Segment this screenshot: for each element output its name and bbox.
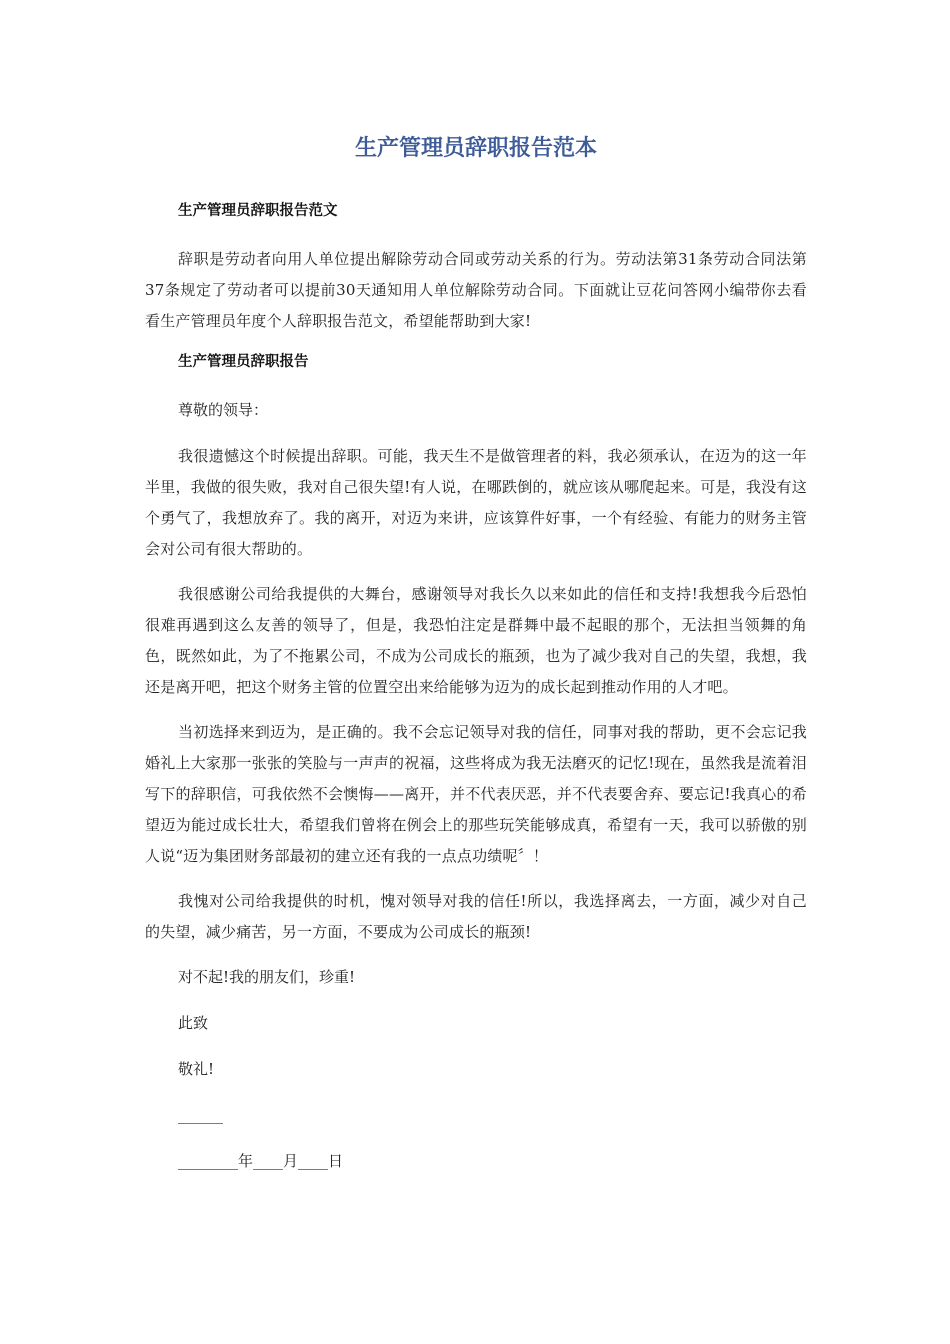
body-paragraph-2: 我很感谢公司给我提供的大舞台，感谢领导对我长久以来如此的信任和支持!我想我今后恐怕很难再遇到这么友善的领导了，但是，我恐怕注定是群舞中最不起眼的那个，无法担当领舞的角色，既然如此，为了不拖累公司，不成为公司成长的瓶颈，也为了减少我对自己的失望，我想，我还是离开吧，把这个财务主管的位置空出来给能够为迈为的成长起到推动作用的人才吧。 <box>145 585 807 696</box>
intro-paragraph: 辞职是劳动者向用人单位提出解除劳动合同或劳动关系的行为。劳动法第31条劳动合同法第37条规定了劳动者可以提前30天通知用人单位解除劳动合同。下面就让豆花问答网小编带你去看看生产管理员年度个人辞职报告范文，希望能帮助到大家! <box>145 250 807 330</box>
body-paragraph-1: 我很遗憾这个时候提出辞职。可能，我天生不是做管理者的料，我必须承认，在迈为的这一年半里，我做的很失败，我对自己很失望!有人说，在哪跌倒的，就应该从哪爬起来。可是，我没有这个勇气了，我想放弃了。我的离开，对迈为来讲，应该算件好事，一个有经验、有能力的财务主管会对公司有很大帮助的。 <box>145 447 807 558</box>
closing-salutation-1: 此致 <box>178 1014 209 1032</box>
document-title: 生产管理员辞职报告范本 <box>354 136 597 161</box>
body-paragraph-4: 我愧对公司给我提供的时机，愧对领导对我的信任!所以，我选择离去，一方面，减少对自己的失望，减少痛苦，另一方面，不要成为公司成长的瓶颈! <box>145 892 807 941</box>
closing-line: 对不起!我的朋友们，珍重! <box>178 968 356 986</box>
document-subtitle: 生产管理员辞职报告范文 <box>178 203 338 219</box>
signature-blank: ______ <box>178 1106 223 1124</box>
section-heading: 生产管理员辞职报告 <box>178 354 309 370</box>
document-page <box>145 132 807 1192</box>
closing-salutation-2: 敬礼! <box>178 1060 215 1078</box>
salutation: 尊敬的领导： <box>178 401 269 419</box>
body-paragraph-3: 当初选择来到迈为，是正确的。我不会忘记领导对我的信任，同事对我的帮助，更不会忘记我婚礼上大家那一张张的笑脸与一声声的祝福，这些将成为我无法磨灭的记忆!现在，虽然我是流着泪写下的辞职信，可我依然不会懊悔——离开，并不代表厌恶，并不代表要舍弃、要忘记!我真心的希望迈为能过成长壮大，希望我们曾将在例会上的那些玩笑能够成真，希望有一天，我可以骄傲的别人说“迈为集团财务部最初的建立还有我的一点点功绩呢〞！ <box>145 723 807 865</box>
date-line: ________年____月____日 <box>178 1152 344 1170</box>
